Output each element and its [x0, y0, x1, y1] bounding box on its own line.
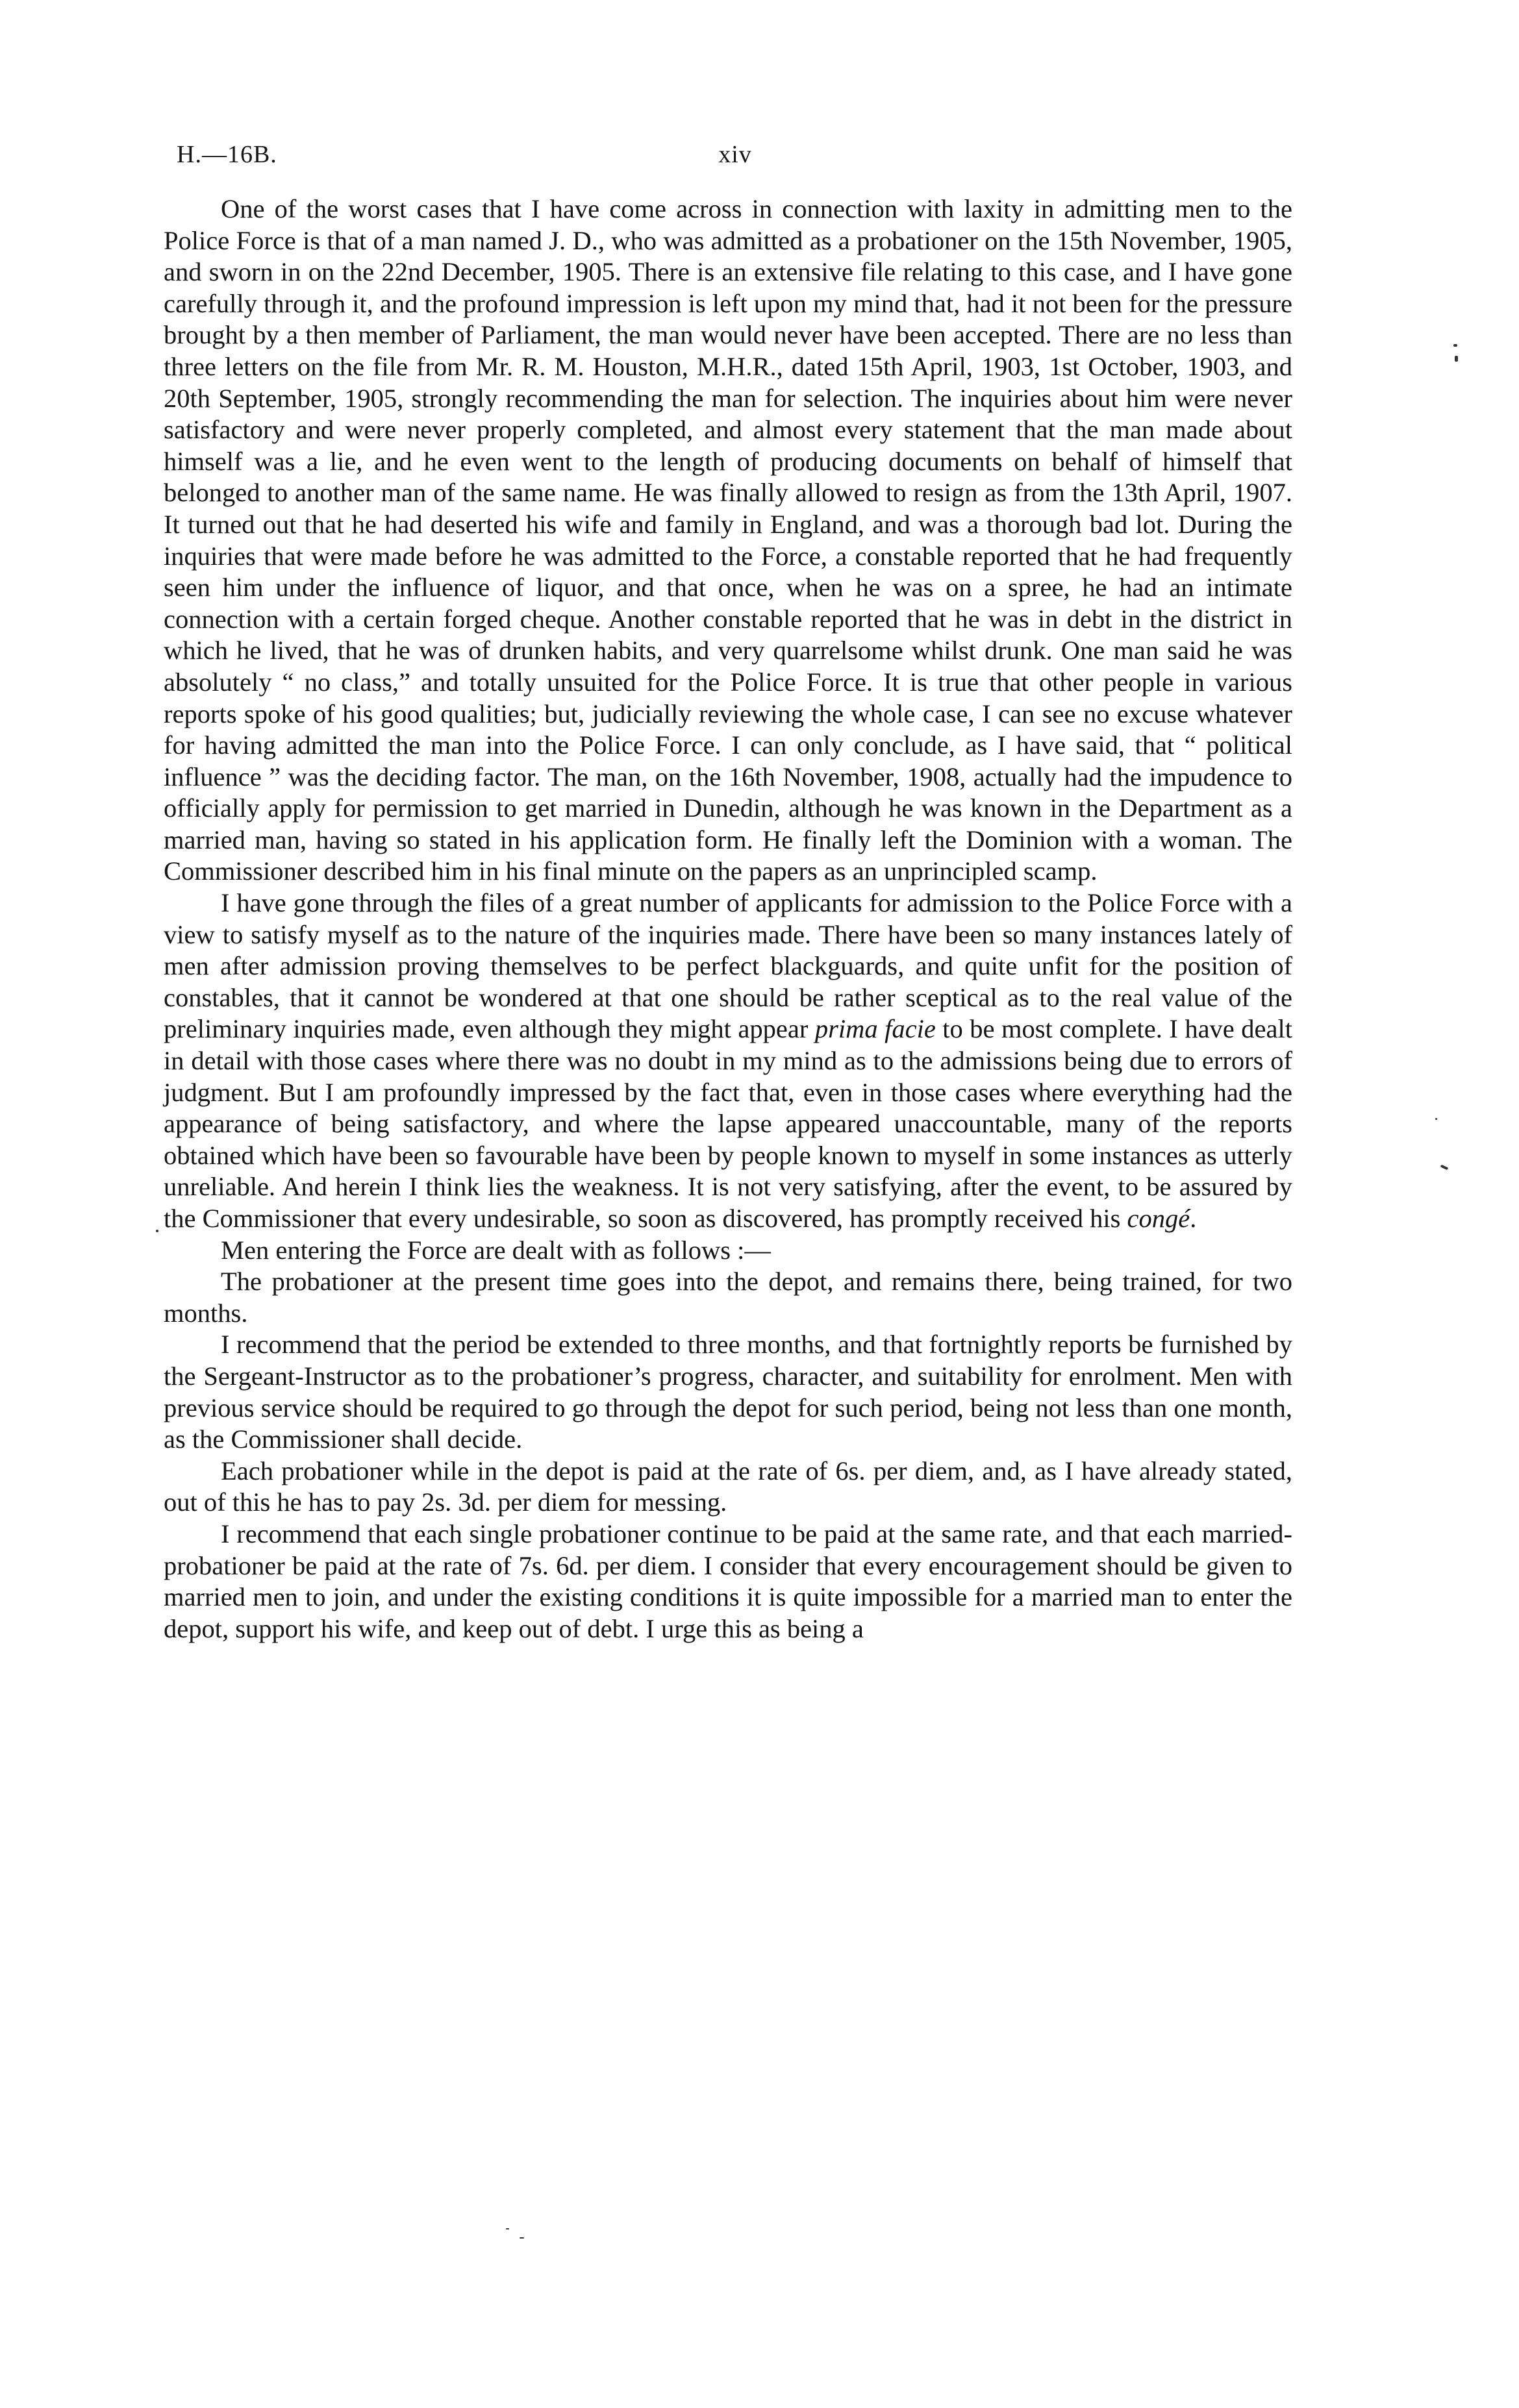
scan-speck: [1435, 1118, 1437, 1120]
scan-speck: [1455, 356, 1458, 362]
report-body: [164, 193, 1292, 1645]
scan-speck: [520, 2237, 524, 2239]
paragraph-recommend-pay: I recommend that each single probationer continue to be paid at the same rate, and that each married-probationer be paid at the rate of 7s. 6d. per diem. I consider that every encouragement should be given to married men to join, and under the existing conditions it is quite impossible for a married man to enter the depot, support his wife, and keep out of debt. I urge this as being a: [164, 1519, 1292, 1643]
paragraph-inquiries-text-1: I have gone through the files of a great number of applicants for admission to the Police Force with a view to satisfy myself as to the nature of the inquiries made. There have been so many instances lately of men after admission proving themselves to be perfect blackguards, and quite unfit for the position of constables, that it cannot be wondered at that one should be rather sceptical as to the real value of the preliminary inquiries made, even although they might appear: [164, 888, 1292, 1044]
paragraph-depot-training: The probationer at the present time goes into the depot, and remains there, being trained, for two months.: [164, 1267, 1292, 1328]
page-number: xiv: [718, 141, 752, 168]
scan-speck: [156, 1230, 158, 1232]
page-header: [177, 140, 1294, 179]
scan-speck: [1453, 344, 1457, 347]
paragraph-case-j-d: One of the worst cases that I have come across in connection with laxity in admitting men to the Police Force is that of a man named J. D., who was admitted as a probationer on the 15th November, 1905, and sworn in on the 22nd December, 1905. There is an extensive file relating to this case, and I have gone carefully through it, and the profound impression is left upon my mind that, had it not been for the pressure brought by a then member of Parliament, the man would never have been accepted. There are no less than three letters on the file from Mr. R. M. Houston, M.H.R., dated 15th April, 1903, 1st October, 1903, and 20th September, 1905, strongly recommending the man for selection. The inquiries about him were never satisfactory and were never properly completed, and almost every statement that the man made about himself was a lie, and he even went to the length of producing documents on behalf of himself that belonged to another man of the same name. He was finally allowed to resign as from the 13th April, 1907. It turned out that he had deserted his wife and family in England, and was a thorough bad lot. During the inquiries that were made before he was admitted to the Force, a constable reported that he had frequently seen him under the influence of liquor, and that once, when he was on a spree, he had an intimate connection with a certain forged cheque. Another constable reported that he was in debt in the district in which he lived, that he was of drunken habits, and very quarrelsome whilst drunk. One man said he was absolutely “ no class,” and totally unsuited for the Police Force. It is true that other people in various reports spoke of his good qualities; but, judicially reviewing the whole case, I can see no excuse whatever for having admitted the man into the Police Force. I can only conclude, as I have said, that “ political influence ” was the deciding factor. The man, on the 16th November, 1908, actually had the impudence to officially apply for permission to get married in Dunedin, although he was known in the Department as a married man, having so stated in his application form. He finally left the Dominion with a woman. The Commissioner described him in his final minute on the papers as an unprincipled scamp.: [164, 194, 1292, 886]
paragraph-inquiries-text-3: .: [1190, 1204, 1197, 1233]
paragraph-recommend-period: I recommend that the period be extended to three months, and that fortnightly reports be furnished by the Sergeant-Instructor as to the probationer’s progress, character, and suitability for enrolment. Men with previous service should be required to go through the depot for such period, being not less than one month, as the Commissioner shall decide.: [164, 1330, 1292, 1454]
scan-speck: [1440, 1165, 1449, 1171]
paragraph-inquiries-italic-prima-facie: prima facie: [814, 1014, 936, 1044]
paragraph-inquiries: [164, 887, 1292, 1235]
scan-speck: [506, 2228, 509, 2229]
paragraph-inquiries-italic-conge: congé: [1127, 1204, 1190, 1233]
paragraph-depot-pay: Each probationer while in the depot is paid at the rate of 6s. per diem, and, as I have already stated, out of this he has to pay 2s. 3d. per diem for messing.: [164, 1456, 1292, 1517]
paragraph-inquiries-text-2: to be most complete. I have dealt in detail with those cases where there was no doubt in my mind as to the admissions being due to errors of judgment. But I am profoundly impressed by the fact that, even in those cases where everything had the appearance of being satisfactory, and where the lapse appeared unaccountable, many of the reports obtained which have been so favourable have been by people known to myself in some instances as utterly unreliable. And herein I think lies the weakness. It is not very satisfying, after the event, to be assured by the Commissioner that every undesirable, so soon as discovered, has promptly received his: [164, 1014, 1292, 1233]
paragraph-entering-force: Men entering the Force are dealt with as follows :—: [221, 1235, 771, 1265]
report-code: H.—16B.: [177, 141, 277, 168]
